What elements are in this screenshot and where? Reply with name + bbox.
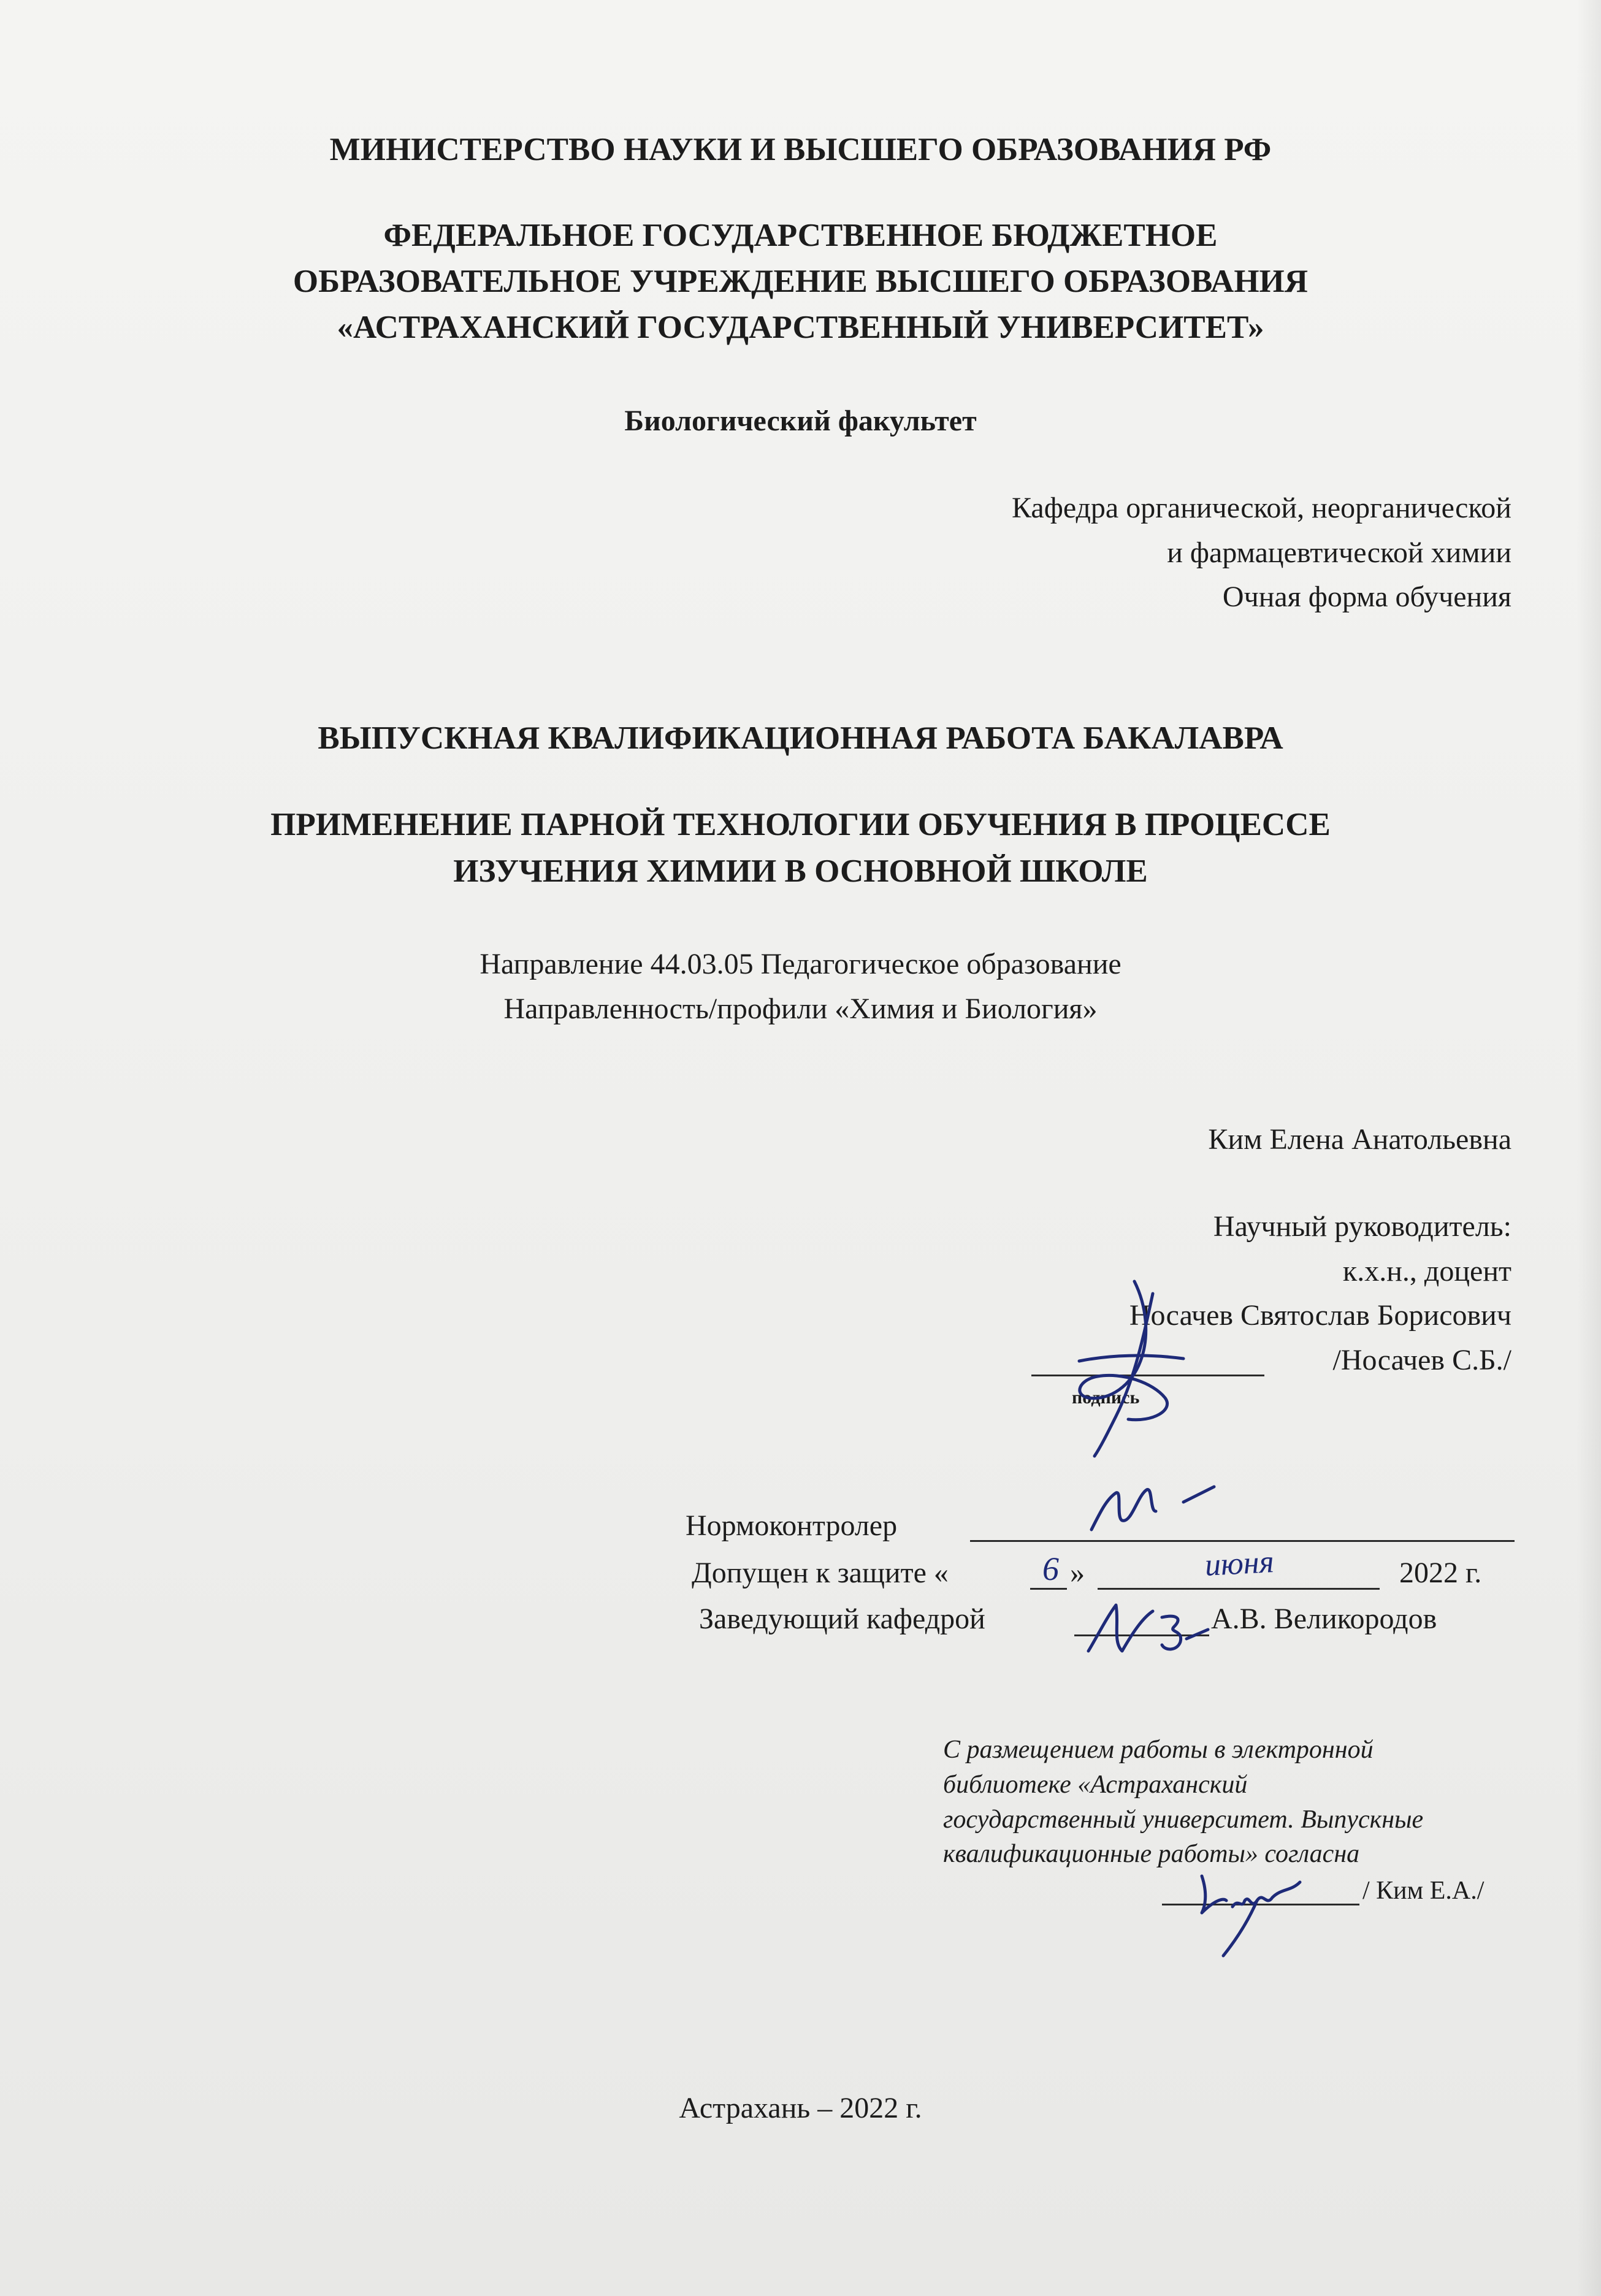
normcontrol-label: Нормоконтролер — [686, 1509, 898, 1542]
consent-line-3: государственный университет. Выпускные — [943, 1806, 1424, 1834]
institution-line-2: ОБРАЗОВАТЕЛЬНОЕ УЧРЕЖДЕНИЕ ВЫСШЕГО ОБРАЗОВАНИЯ — [292, 264, 1309, 299]
head-label: Заведующий кафедрой — [699, 1603, 985, 1635]
study-direction: Направление 44.03.05 Педагогическое образование — [480, 948, 1121, 980]
department-line-2: и фармацевтической химии — [1167, 536, 1511, 569]
normcontrol-line — [970, 1540, 1515, 1542]
consent-line-2: библиотеке «Астраханский — [943, 1771, 1248, 1799]
head-signature-icon — [1076, 1593, 1217, 1666]
study-profile: Направленность/профили «Химия и Биология» — [503, 993, 1098, 1025]
admitted-mid: » — [1070, 1557, 1085, 1589]
author-name: Ким Елена Анатольевна — [1208, 1123, 1511, 1156]
consent-short-name: / Ким Е.А./ — [1362, 1877, 1484, 1905]
institution-line-3: «АСТРАХАНСКИЙ ГОСУДАРСТВЕННЫЙ УНИВЕРСИТЕТ» — [337, 310, 1264, 345]
admitted-prefix: Допущен к защите « — [692, 1557, 949, 1589]
faculty-name: Биологический факультет — [624, 405, 977, 437]
admitted-day: 6 — [1042, 1550, 1059, 1587]
author-signature-icon — [1183, 1864, 1318, 1962]
admitted-year: 2022 г. — [1399, 1557, 1482, 1589]
ministry-heading: МИНИСТЕРСТВО НАУКИ И ВЫСШЕГО ОБРАЗОВАНИЯ РФ — [329, 132, 1272, 167]
admitted-month-line — [1098, 1588, 1380, 1590]
city-year: Астрахань – 2022 г. — [679, 2092, 922, 2124]
head-name: А.В. Великородов — [1211, 1603, 1437, 1635]
signature-caption: подпись — [1072, 1387, 1140, 1408]
department-line-1: Кафедра органической, неорганической — [1012, 492, 1511, 524]
study-form: Очная форма обучения — [1222, 581, 1511, 613]
work-title-line-2: ИЗУЧЕНИЯ ХИМИИ В ОСНОВНОЙ ШКОЛЕ — [453, 853, 1148, 889]
supervisor-signature-icon — [1042, 1269, 1226, 1465]
normcontroller-signature-icon — [1079, 1474, 1239, 1542]
institution-line-1: ФЕДЕРАЛЬНОЕ ГОСУДАРСТВЕННОЕ БЮДЖЕТНОЕ — [383, 218, 1218, 253]
consent-line-1: С размещением работы в электронной — [943, 1736, 1374, 1764]
admitted-day-line — [1030, 1588, 1067, 1590]
supervisor-label: Научный руководитель: — [1213, 1210, 1511, 1243]
supervisor-name: Носачев Святослав Борисович — [1129, 1299, 1511, 1332]
admitted-month: июня — [1204, 1544, 1275, 1583]
work-title-line-1: ПРИМЕНЕНИЕ ПАРНОЙ ТЕХНОЛОГИИ ОБУЧЕНИЯ В ПРОЦЕССЕ — [270, 807, 1331, 842]
supervisor-degree: к.х.н., доцент — [1342, 1255, 1511, 1287]
work-type-heading: ВЫПУСКНАЯ КВАЛИФИКАЦИОННАЯ РАБОТА БАКАЛАВРА — [318, 720, 1283, 756]
supervisor-short-name: /Носачев С.Б./ — [1332, 1344, 1511, 1376]
consent-line-4: квалификационные работы» согласна — [943, 1840, 1360, 1868]
